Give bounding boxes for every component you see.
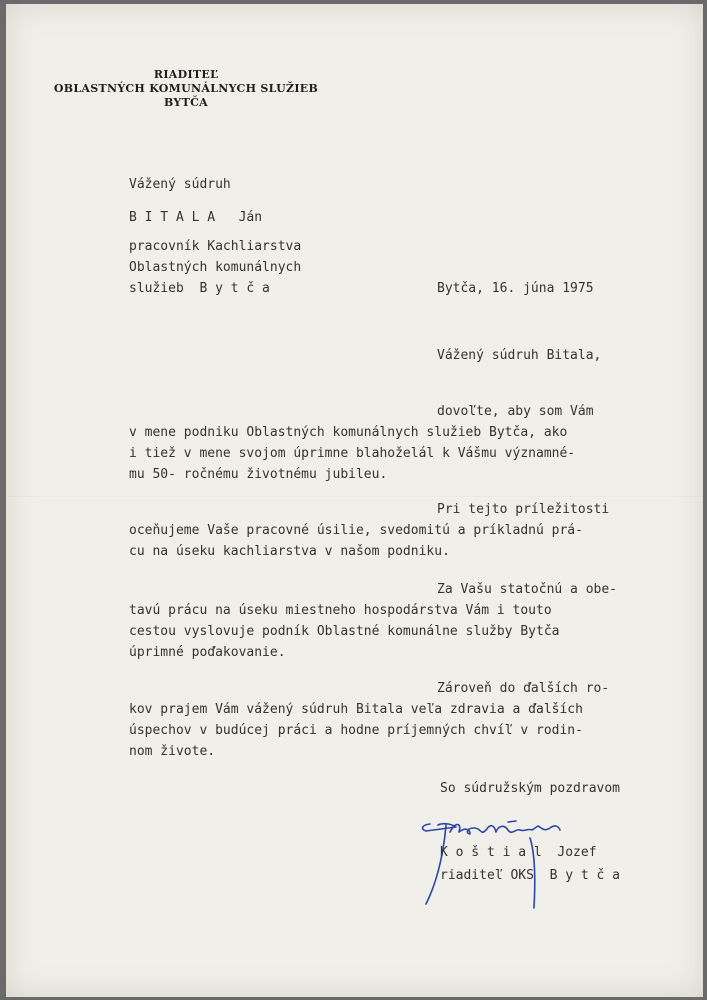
recipient-organization: Oblastných komunálnych	[129, 260, 302, 275]
paper-fold	[6, 496, 703, 498]
body-paragraph-3-line-3: cestou vyslovuje podník Oblastné komunálne služby Bytča	[129, 624, 560, 639]
recipient-salutation: Vážený súdruh	[129, 177, 231, 192]
letter-date: Bytča, 16. júna 1975	[437, 281, 594, 296]
body-paragraph-4-line-1: Zároveň do ďalších ro-	[437, 681, 610, 696]
body-paragraph-3-line-4: úprimné poďakovanie.	[129, 645, 286, 660]
body-paragraph-2-line-3: cu na úseku kachliarstva v našom podniku.	[129, 544, 450, 559]
body-paragraph-4-line-2: kov prajem Vám vážený súdruh Bitala veľa zdravia a ďalších	[129, 702, 583, 717]
body-paragraph-1-line-2: v mene podniku Oblastných komunálnych služieb Bytča, ako	[129, 425, 568, 440]
body-paragraph-3-line-1: Za Vašu statočnú a obe-	[437, 582, 618, 597]
letterhead-line-3: BYTČA	[164, 96, 208, 109]
letterhead-line-2: OBLASTNÝCH KOMUNÁLNYCH SLUŽIEB	[53, 82, 319, 95]
body-paragraph-1-line-3: i tiež v mene svojom úprimne blahoželál k Vášmu významné-	[129, 446, 576, 461]
letter-closing: So súdružským pozdravom	[440, 781, 621, 796]
letter-paper	[6, 4, 703, 997]
body-paragraph-2-line-2: oceňujeme Vaše pracovné úsilie, svedomitú a príkladnú prá-	[129, 523, 583, 538]
letter-greeting: Vážený súdruh Bitala,	[437, 348, 602, 363]
body-paragraph-2-line-1: Pri tejto príležitosti	[437, 502, 610, 517]
recipient-name: B I T A L A Ján	[129, 210, 263, 225]
body-paragraph-1-line-1: dovoľte, aby som Vám	[437, 404, 594, 419]
body-paragraph-3-line-2: tavú prácu na úseku miestneho hospodárstva Vám i touto	[129, 603, 552, 618]
body-paragraph-1-line-4: mu 50- ročnému životnému jubileu.	[129, 467, 388, 482]
letterhead	[46, 68, 326, 110]
recipient-organization-city: služieb B y t č a	[129, 281, 270, 296]
recipient-position: pracovník Kachliarstva	[129, 239, 302, 254]
signatory-title: riaditeľ OKS B y t č a	[440, 868, 621, 883]
letterhead-line-1: RIADITEĽ	[153, 68, 219, 81]
body-paragraph-4-line-4: nom živote.	[129, 744, 216, 759]
signatory-name: K o š t i a l Jozef	[440, 845, 597, 860]
body-paragraph-4-line-3: úspechov v budúcej práci a hodne príjemných chvíľ v rodin-	[129, 723, 583, 738]
